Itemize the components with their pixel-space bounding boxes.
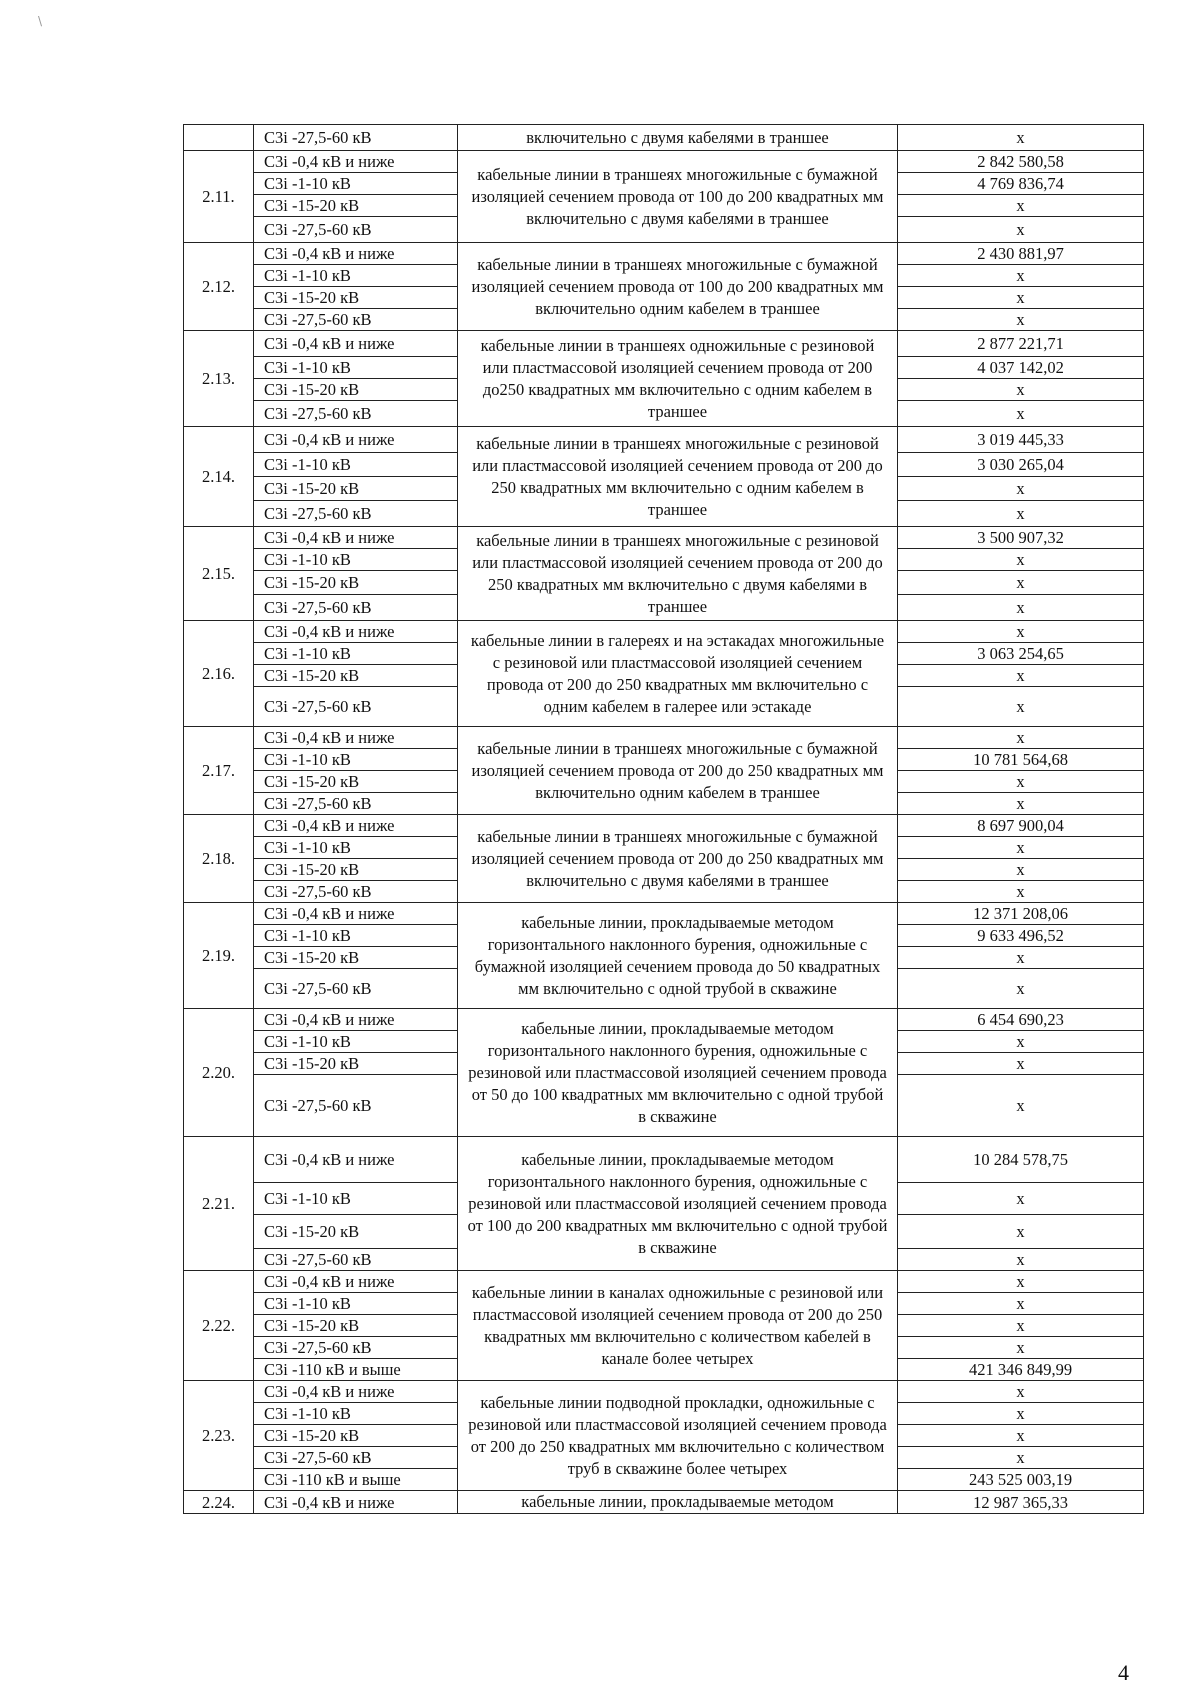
voltage-level: С3i -0,4 кВ и ниже: [254, 427, 458, 453]
voltage-level: С3i -1-10 кВ: [254, 265, 458, 287]
voltage-level: С3i -15-20 кВ: [254, 1215, 458, 1249]
rate-value: 6 454 690,23: [898, 1009, 1144, 1031]
rate-value: х: [898, 621, 1144, 643]
voltage-level: С3i -0,4 кВ и ниже: [254, 1271, 458, 1293]
item-number: 2.19.: [184, 903, 254, 1009]
voltage-level: С3i -110 кВ и выше: [254, 1469, 458, 1491]
voltage-level: С3i -27,5-60 кВ: [254, 309, 458, 331]
voltage-level: С3i -15-20 кВ: [254, 947, 458, 969]
table-row: [184, 527, 1144, 549]
rate-value: х: [898, 1315, 1144, 1337]
line-description: кабельные линии в траншеях одножильные с резиновой или пластмассовой изоляцией сечением провода от 200 до250 квадратных мм включительно с одним кабелем в траншее: [458, 331, 898, 427]
scan-speck: \: [38, 14, 43, 28]
rate-value: 2 430 881,97: [898, 243, 1144, 265]
rate-value: 10 781 564,68: [898, 749, 1144, 771]
rate-value: х: [898, 571, 1144, 595]
rate-value: х: [898, 1337, 1144, 1359]
table-row: [184, 1137, 1144, 1183]
voltage-level: С3i -1-10 кВ: [254, 749, 458, 771]
rate-value: 3 500 907,32: [898, 527, 1144, 549]
voltage-level: С3i -15-20 кВ: [254, 571, 458, 595]
rate-value: х: [898, 379, 1144, 401]
rate-value: х: [898, 881, 1144, 903]
voltage-level: С3i -1-10 кВ: [254, 1031, 458, 1053]
voltage-level: С3i -15-20 кВ: [254, 1053, 458, 1075]
voltage-level: С3i -27,5-60 кВ: [254, 125, 458, 151]
table-row: [184, 815, 1144, 837]
rate-value: х: [898, 1075, 1144, 1137]
rate-value: х: [898, 687, 1144, 727]
voltage-level: С3i -0,4 кВ и ниже: [254, 621, 458, 643]
voltage-level: С3i -1-10 кВ: [254, 643, 458, 665]
table-row: [184, 125, 1144, 151]
rate-value: 4 769 836,74: [898, 173, 1144, 195]
voltage-level: С3i -0,4 кВ и ниже: [254, 815, 458, 837]
rate-value: х: [898, 1271, 1144, 1293]
item-number: 2.21.: [184, 1137, 254, 1271]
voltage-level: С3i -27,5-60 кВ: [254, 595, 458, 621]
rate-value: х: [898, 665, 1144, 687]
item-number: 2.20.: [184, 1009, 254, 1137]
table-row: [184, 903, 1144, 925]
voltage-level: С3i -1-10 кВ: [254, 549, 458, 571]
item-number: 2.17.: [184, 727, 254, 815]
line-description: кабельные линии в траншеях многожильные с резиновой или пластмассовой изоляцией сечением провода от 200 до 250 квадратных мм включительно с одним кабелем в траншее: [458, 427, 898, 527]
rate-value: х: [898, 771, 1144, 793]
item-number: 2.24.: [184, 1491, 254, 1514]
voltage-level: С3i -0,4 кВ и ниже: [254, 151, 458, 173]
voltage-level: С3i -15-20 кВ: [254, 477, 458, 501]
voltage-level: С3i -15-20 кВ: [254, 859, 458, 881]
voltage-level: С3i -1-10 кВ: [254, 837, 458, 859]
item-number: 2.16.: [184, 621, 254, 727]
voltage-level: С3i -0,4 кВ и ниже: [254, 527, 458, 549]
item-number: 2.14.: [184, 427, 254, 527]
voltage-level: С3i -27,5-60 кВ: [254, 969, 458, 1009]
rate-value: х: [898, 727, 1144, 749]
rate-value: х: [898, 501, 1144, 527]
voltage-level: С3i -27,5-60 кВ: [254, 1337, 458, 1359]
rate-value: х: [898, 217, 1144, 243]
voltage-level: С3i -27,5-60 кВ: [254, 401, 458, 427]
line-description: кабельные линии в траншеях многожильные с бумажной изоляцией сечением провода от 100 до 200 квадратных мм включительно с двумя кабелями в траншее: [458, 151, 898, 243]
voltage-level: С3i -0,4 кВ и ниже: [254, 1137, 458, 1183]
rate-value: х: [898, 1249, 1144, 1271]
item-number: 2.18.: [184, 815, 254, 903]
voltage-level: С3i -1-10 кВ: [254, 1403, 458, 1425]
line-description: кабельные линии подводной прокладки, одножильные с резиновой или пластмассовой изоляцией сечением провода от 200 до 250 квадратных мм включительно с количеством труб в скважине более четырех: [458, 1381, 898, 1491]
line-description: кабельные линии в траншеях многожильные с бумажной изоляцией сечением провода от 100 до 200 квадратных мм включительно одним кабелем в траншее: [458, 243, 898, 331]
item-number: 2.22.: [184, 1271, 254, 1381]
tariff-table: [183, 124, 1144, 1514]
rate-value: 421 346 849,99: [898, 1359, 1144, 1381]
rate-value: 3 019 445,33: [898, 427, 1144, 453]
rate-value: х: [898, 1053, 1144, 1075]
voltage-level: С3i -27,5-60 кВ: [254, 793, 458, 815]
rate-value: х: [898, 1403, 1144, 1425]
voltage-level: С3i -1-10 кВ: [254, 173, 458, 195]
voltage-level: С3i -0,4 кВ и ниже: [254, 727, 458, 749]
line-description: кабельные линии, прокладываемые методом горизонтального наклонного бурения, одножильные с бумажной изоляцией сечением провода до 50 квадратных мм включительно с одной трубой в скважине: [458, 903, 898, 1009]
rate-value: х: [898, 1183, 1144, 1215]
voltage-level: С3i -1-10 кВ: [254, 1293, 458, 1315]
table-row: [184, 621, 1144, 643]
rate-value: 2 842 580,58: [898, 151, 1144, 173]
table-row: [184, 331, 1144, 357]
voltage-level: С3i -27,5-60 кВ: [254, 1447, 458, 1469]
voltage-level: С3i -27,5-60 кВ: [254, 881, 458, 903]
rate-value: х: [898, 125, 1144, 151]
rate-value: х: [898, 947, 1144, 969]
rate-value: х: [898, 859, 1144, 881]
line-description: кабельные линии, прокладываемые методом: [458, 1491, 898, 1514]
item-number: 2.15.: [184, 527, 254, 621]
voltage-level: С3i -15-20 кВ: [254, 287, 458, 309]
rate-value: 2 877 221,71: [898, 331, 1144, 357]
line-description: кабельные линии в галереях и на эстакадах многожильные с резиновой или пластмассовой изоляцией сечением провода от 200 до 250 квадратных мм включительно с одним кабелем в галерее или эстакаде: [458, 621, 898, 727]
line-description: кабельные линии, прокладываемые методом горизонтального наклонного бурения, одножильные с резиновой или пластмассовой изоляцией сечением провода от 100 до 200 квадратных мм включительно с одной трубой в скважине: [458, 1137, 898, 1271]
line-description: кабельные линии в каналах одножильные с резиновой или пластмассовой изоляцией сечением провода от 200 до 250 квадратных мм включительно с количеством кабелей в канале более четырех: [458, 1271, 898, 1381]
voltage-level: С3i -15-20 кВ: [254, 195, 458, 217]
voltage-level: С3i -27,5-60 кВ: [254, 501, 458, 527]
voltage-level: С3i -27,5-60 кВ: [254, 687, 458, 727]
voltage-level: С3i -0,4 кВ и ниже: [254, 243, 458, 265]
voltage-level: С3i -0,4 кВ и ниже: [254, 1381, 458, 1403]
line-description: кабельные линии в траншеях многожильные с бумажной изоляцией сечением провода от 200 до 250 квадратных мм включительно с двумя кабелями в траншее: [458, 815, 898, 903]
rate-value: 3 030 265,04: [898, 453, 1144, 477]
voltage-level: С3i -27,5-60 кВ: [254, 1075, 458, 1137]
voltage-level: С3i -27,5-60 кВ: [254, 217, 458, 243]
rate-value: х: [898, 595, 1144, 621]
rate-value: х: [898, 793, 1144, 815]
voltage-level: С3i -1-10 кВ: [254, 925, 458, 947]
item-number: 2.23.: [184, 1381, 254, 1491]
voltage-level: С3i -110 кВ и выше: [254, 1359, 458, 1381]
rate-value: х: [898, 1215, 1144, 1249]
rate-value: х: [898, 287, 1144, 309]
item-number: 2.11.: [184, 151, 254, 243]
voltage-level: С3i -15-20 кВ: [254, 665, 458, 687]
voltage-level: С3i -0,4 кВ и ниже: [254, 903, 458, 925]
rate-value: х: [898, 401, 1144, 427]
rate-value: 243 525 003,19: [898, 1469, 1144, 1491]
table-row: [184, 1491, 1144, 1514]
rate-value: х: [898, 1031, 1144, 1053]
voltage-level: С3i -1-10 кВ: [254, 1183, 458, 1215]
rate-value: х: [898, 265, 1144, 287]
page-number: 4: [1118, 1660, 1129, 1685]
voltage-level: С3i -15-20 кВ: [254, 771, 458, 793]
rate-value: х: [898, 549, 1144, 571]
rate-value: 4 037 142,02: [898, 357, 1144, 379]
voltage-level: С3i -15-20 кВ: [254, 1425, 458, 1447]
line-description: кабельные линии в траншеях многожильные с резиновой или пластмассовой изоляцией сечением провода от 200 до 250 квадратных мм включительно с двумя кабелями в траншее: [458, 527, 898, 621]
rate-value: 9 633 496,52: [898, 925, 1144, 947]
rate-value: х: [898, 837, 1144, 859]
rate-value: 8 697 900,04: [898, 815, 1144, 837]
item-number: 2.13.: [184, 331, 254, 427]
tariff-table-body: [184, 125, 1144, 1514]
item-number: [184, 125, 254, 151]
rate-value: х: [898, 1381, 1144, 1403]
voltage-level: С3i -1-10 кВ: [254, 453, 458, 477]
line-description: кабельные линии, прокладываемые методом горизонтального наклонного бурения, одножильные с резиновой или пластмассовой изоляцией сечением провода от 50 до 100 квадратных мм включительно с одной трубой в скважине: [458, 1009, 898, 1137]
rate-value: 12 371 208,06: [898, 903, 1144, 925]
rate-value: х: [898, 1293, 1144, 1315]
rate-value: х: [898, 1447, 1144, 1469]
voltage-level: С3i -0,4 кВ и ниже: [254, 1491, 458, 1514]
table-row: [184, 243, 1144, 265]
rate-value: х: [898, 969, 1144, 1009]
table-row: [184, 1381, 1144, 1403]
voltage-level: С3i -1-10 кВ: [254, 357, 458, 379]
voltage-level: С3i -27,5-60 кВ: [254, 1249, 458, 1271]
document-page: [183, 124, 1143, 1514]
rate-value: х: [898, 1425, 1144, 1447]
rate-value: 12 987 365,33: [898, 1491, 1144, 1514]
rate-value: х: [898, 477, 1144, 501]
table-row: [184, 151, 1144, 173]
voltage-level: С3i -0,4 кВ и ниже: [254, 1009, 458, 1031]
voltage-level: С3i -0,4 кВ и ниже: [254, 331, 458, 357]
rate-value: 10 284 578,75: [898, 1137, 1144, 1183]
voltage-level: С3i -15-20 кВ: [254, 379, 458, 401]
line-description: кабельные линии в траншеях многожильные с бумажной изоляцией сечением провода от 200 до 250 квадратных мм включительно одним кабелем в траншее: [458, 727, 898, 815]
table-row: [184, 727, 1144, 749]
table-row: [184, 1009, 1144, 1031]
item-number: 2.12.: [184, 243, 254, 331]
table-row: [184, 427, 1144, 453]
rate-value: х: [898, 195, 1144, 217]
rate-value: 3 063 254,65: [898, 643, 1144, 665]
table-row: [184, 1271, 1144, 1293]
line-description: включительно с двумя кабелями в траншее: [458, 125, 898, 151]
rate-value: х: [898, 309, 1144, 331]
voltage-level: С3i -15-20 кВ: [254, 1315, 458, 1337]
